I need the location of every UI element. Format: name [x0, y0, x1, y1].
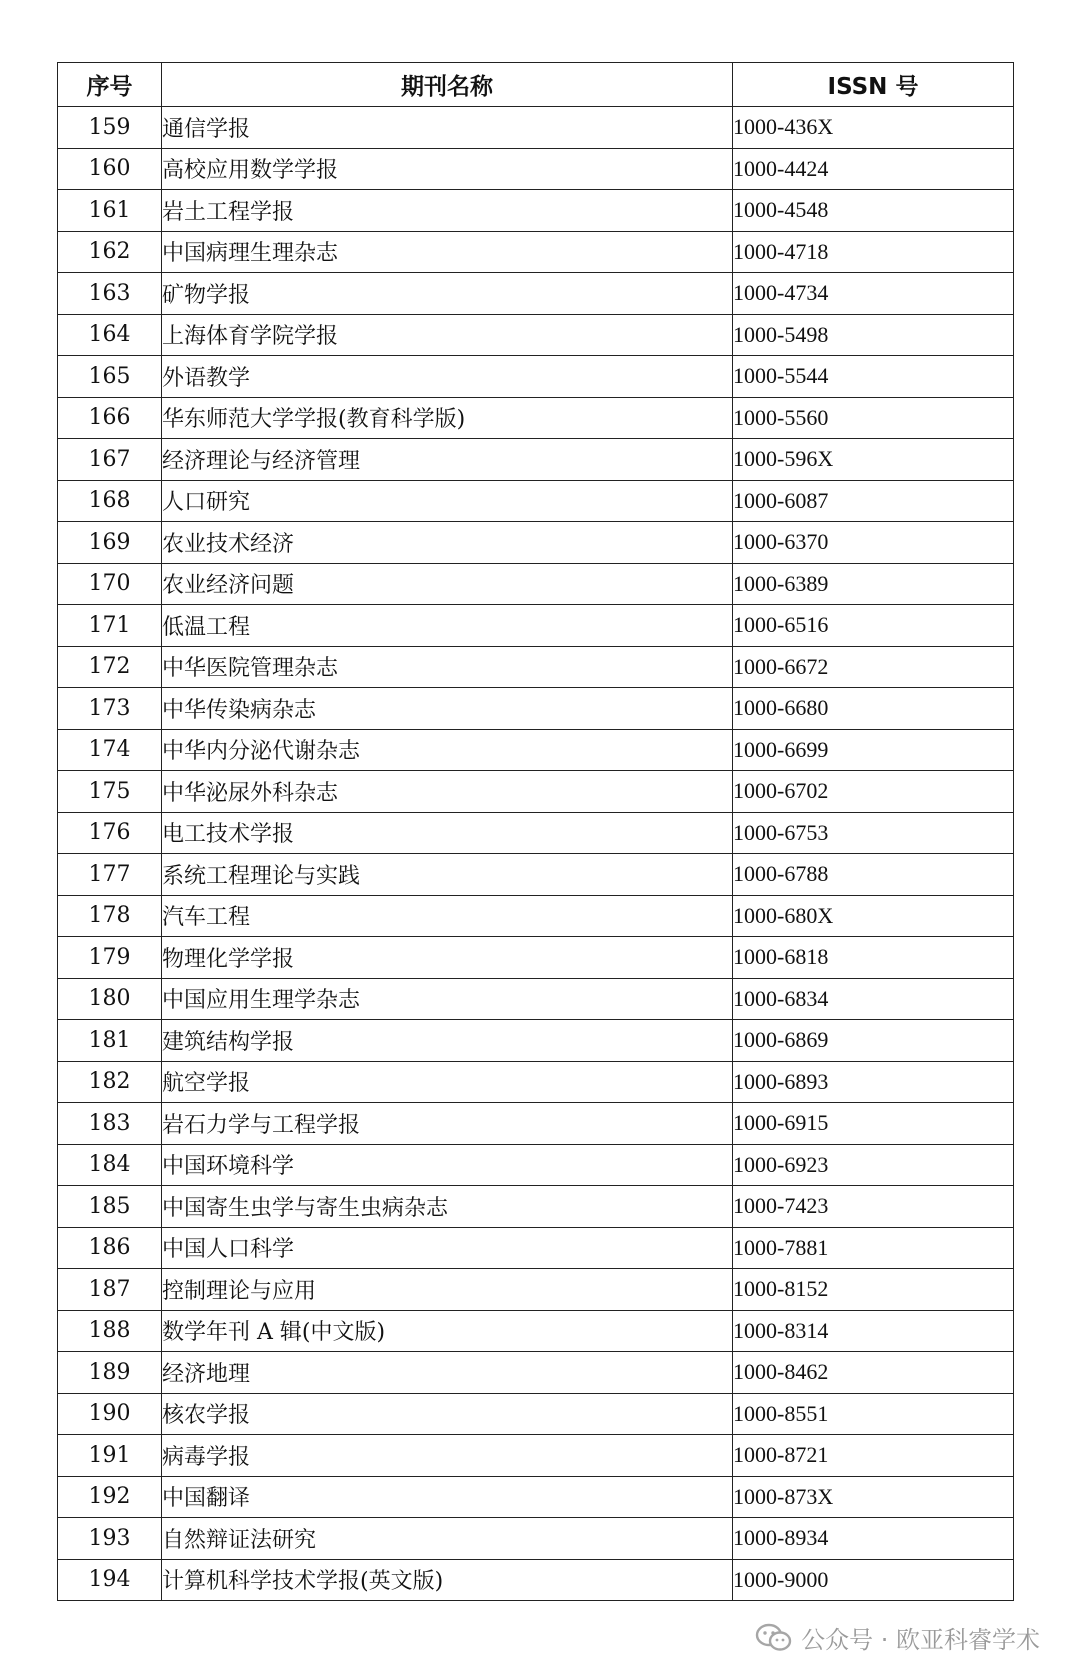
table-header-row: [58, 63, 1014, 107]
journal-name-cell: 电工技术学报: [162, 812, 733, 854]
serial-number-cell: 176: [58, 812, 162, 854]
journal-name-cell: 经济地理: [162, 1352, 733, 1394]
journal-name-cell: 中华传染病杂志: [162, 688, 733, 730]
issn-cell: 1000-6516: [733, 605, 1014, 647]
journal-name-cell: 经济理论与经济管理: [162, 439, 733, 481]
issn-cell: 1000-5498: [733, 314, 1014, 356]
serial-number-cell: 191: [58, 1435, 162, 1477]
journal-name-cell: 高校应用数学学报: [162, 148, 733, 190]
table-row: [58, 1352, 1014, 1394]
issn-cell: 1000-4734: [733, 273, 1014, 315]
table-row: [58, 1476, 1014, 1518]
table-row: [58, 1269, 1014, 1311]
table-row: [58, 605, 1014, 647]
table-row: [58, 978, 1014, 1020]
issn-cell: 1000-596X: [733, 439, 1014, 481]
journal-name-cell: 上海体育学院学报: [162, 314, 733, 356]
issn-cell: 1000-4548: [733, 190, 1014, 232]
table-row: [58, 854, 1014, 896]
serial-number-cell: 177: [58, 854, 162, 896]
table-row: [58, 273, 1014, 315]
journal-name-cell: 低温工程: [162, 605, 733, 647]
serial-number-cell: 179: [58, 937, 162, 979]
journal-name-cell: 控制理论与应用: [162, 1269, 733, 1311]
issn-cell: 1000-6818: [733, 937, 1014, 979]
serial-number-cell: 167: [58, 439, 162, 481]
table-row: [58, 688, 1014, 730]
journal-name-cell: 中华医院管理杂志: [162, 646, 733, 688]
issn-cell: 1000-6834: [733, 978, 1014, 1020]
table-row: [58, 397, 1014, 439]
issn-cell: 1000-5560: [733, 397, 1014, 439]
serial-number-cell: 171: [58, 605, 162, 647]
serial-number-cell: 175: [58, 771, 162, 813]
table-row: [58, 563, 1014, 605]
journal-name-cell: 中华泌尿外科杂志: [162, 771, 733, 813]
serial-number-cell: 181: [58, 1020, 162, 1062]
table-row: [58, 729, 1014, 771]
serial-number-cell: 193: [58, 1518, 162, 1560]
table-row: [58, 1020, 1014, 1062]
journal-name-cell: 中国环境科学: [162, 1144, 733, 1186]
journal-name-cell: 通信学报: [162, 107, 733, 149]
table-row: [58, 439, 1014, 481]
journal-name-cell: 系统工程理论与实践: [162, 854, 733, 896]
issn-cell: 1000-5544: [733, 356, 1014, 398]
issn-cell: 1000-6702: [733, 771, 1014, 813]
journal-name-cell: 岩石力学与工程学报: [162, 1103, 733, 1145]
issn-cell: 1000-4424: [733, 148, 1014, 190]
serial-number-cell: 186: [58, 1227, 162, 1269]
journal-name-cell: 农业技术经济: [162, 522, 733, 564]
issn-cell: 1000-8152: [733, 1269, 1014, 1311]
issn-cell: 1000-6893: [733, 1061, 1014, 1103]
serial-number-cell: 178: [58, 895, 162, 937]
wechat-watermark: [755, 1620, 1040, 1655]
journal-name-cell: 中国病理生理杂志: [162, 231, 733, 273]
table-row: [58, 1061, 1014, 1103]
issn-cell: 1000-8934: [733, 1518, 1014, 1560]
journal-name-cell: 矿物学报: [162, 273, 733, 315]
wechat-icon: [755, 1623, 793, 1653]
issn-cell: 1000-6672: [733, 646, 1014, 688]
serial-number-cell: 180: [58, 978, 162, 1020]
table-row: [58, 148, 1014, 190]
table-row: [58, 812, 1014, 854]
issn-cell: 1000-6915: [733, 1103, 1014, 1145]
serial-number-cell: 185: [58, 1186, 162, 1228]
table-row: [58, 1227, 1014, 1269]
serial-number-cell: 161: [58, 190, 162, 232]
table-row: [58, 1393, 1014, 1435]
table-row: [58, 1559, 1014, 1601]
table-row: [58, 771, 1014, 813]
journal-name-cell: 航空学报: [162, 1061, 733, 1103]
table-row: [58, 937, 1014, 979]
journal-name-cell: 岩土工程学报: [162, 190, 733, 232]
serial-number-cell: 172: [58, 646, 162, 688]
table-row: [58, 1186, 1014, 1228]
issn-cell: 1000-7423: [733, 1186, 1014, 1228]
issn-cell: 1000-4718: [733, 231, 1014, 273]
serial-number-cell: 184: [58, 1144, 162, 1186]
issn-cell: 1000-6753: [733, 812, 1014, 854]
table-row: [58, 190, 1014, 232]
serial-number-cell: 194: [58, 1559, 162, 1601]
serial-number-cell: 188: [58, 1310, 162, 1352]
issn-cell: 1000-436X: [733, 107, 1014, 149]
serial-number-cell: 170: [58, 563, 162, 605]
journal-name-cell: 病毒学报: [162, 1435, 733, 1477]
issn-cell: 1000-6923: [733, 1144, 1014, 1186]
serial-number-cell: 189: [58, 1352, 162, 1394]
issn-cell: 1000-8462: [733, 1352, 1014, 1394]
serial-number-cell: 160: [58, 148, 162, 190]
journal-name-cell: 中国应用生理学杂志: [162, 978, 733, 1020]
table-row: [58, 107, 1014, 149]
table-row: [58, 356, 1014, 398]
table-row: [58, 231, 1014, 273]
serial-number-cell: 187: [58, 1269, 162, 1311]
journal-name-cell: 中华内分泌代谢杂志: [162, 729, 733, 771]
journal-name-cell: 物理化学学报: [162, 937, 733, 979]
serial-number-cell: 169: [58, 522, 162, 564]
table-row: [58, 314, 1014, 356]
header-serial-number: 序号: [58, 63, 162, 107]
journal-name-cell: 核农学报: [162, 1393, 733, 1435]
table-row: [58, 1144, 1014, 1186]
journal-name-cell: 华东师范大学学报(教育科学版): [162, 397, 733, 439]
issn-cell: 1000-6680: [733, 688, 1014, 730]
journal-name-cell: 建筑结构学报: [162, 1020, 733, 1062]
issn-cell: 1000-8721: [733, 1435, 1014, 1477]
journal-table: [57, 62, 1014, 1601]
issn-cell: 1000-7881: [733, 1227, 1014, 1269]
table-row: [58, 1103, 1014, 1145]
header-journal-name: 期刊名称: [162, 63, 733, 107]
serial-number-cell: 174: [58, 729, 162, 771]
serial-number-cell: 190: [58, 1393, 162, 1435]
issn-cell: 1000-6389: [733, 563, 1014, 605]
table-row: [58, 1435, 1014, 1477]
issn-cell: 1000-680X: [733, 895, 1014, 937]
table-row: [58, 522, 1014, 564]
serial-number-cell: 164: [58, 314, 162, 356]
serial-number-cell: 173: [58, 688, 162, 730]
journal-name-cell: 汽车工程: [162, 895, 733, 937]
table-row: [58, 1310, 1014, 1352]
serial-number-cell: 165: [58, 356, 162, 398]
serial-number-cell: 159: [58, 107, 162, 149]
issn-cell: 1000-6788: [733, 854, 1014, 896]
table-row: [58, 1518, 1014, 1560]
table-body: [58, 107, 1014, 1601]
serial-number-cell: 166: [58, 397, 162, 439]
issn-cell: 1000-6699: [733, 729, 1014, 771]
journal-name-cell: 计算机科学技术学报(英文版): [162, 1559, 733, 1601]
issn-cell: 1000-8551: [733, 1393, 1014, 1435]
journal-name-cell: 数学年刊 A 辑(中文版): [162, 1310, 733, 1352]
header-issn: ISSN 号: [733, 63, 1014, 107]
issn-cell: 1000-873X: [733, 1476, 1014, 1518]
issn-cell: 1000-6869: [733, 1020, 1014, 1062]
journal-name-cell: 中国寄生虫学与寄生虫病杂志: [162, 1186, 733, 1228]
issn-cell: 1000-6087: [733, 480, 1014, 522]
serial-number-cell: 183: [58, 1103, 162, 1145]
journal-name-cell: 人口研究: [162, 480, 733, 522]
serial-number-cell: 168: [58, 480, 162, 522]
issn-cell: 1000-6370: [733, 522, 1014, 564]
serial-number-cell: 192: [58, 1476, 162, 1518]
serial-number-cell: 182: [58, 1061, 162, 1103]
journal-name-cell: 自然辩证法研究: [162, 1518, 733, 1560]
journal-name-cell: 农业经济问题: [162, 563, 733, 605]
journal-name-cell: 外语教学: [162, 356, 733, 398]
journal-name-cell: 中国翻译: [162, 1476, 733, 1518]
table-row: [58, 646, 1014, 688]
issn-cell: 1000-8314: [733, 1310, 1014, 1352]
journal-name-cell: 中国人口科学: [162, 1227, 733, 1269]
serial-number-cell: 163: [58, 273, 162, 315]
table-row: [58, 895, 1014, 937]
issn-cell: 1000-9000: [733, 1559, 1014, 1601]
table-row: [58, 480, 1014, 522]
watermark-text: 公众号 · 欧亚科睿学术: [801, 1626, 1040, 1654]
serial-number-cell: 162: [58, 231, 162, 273]
